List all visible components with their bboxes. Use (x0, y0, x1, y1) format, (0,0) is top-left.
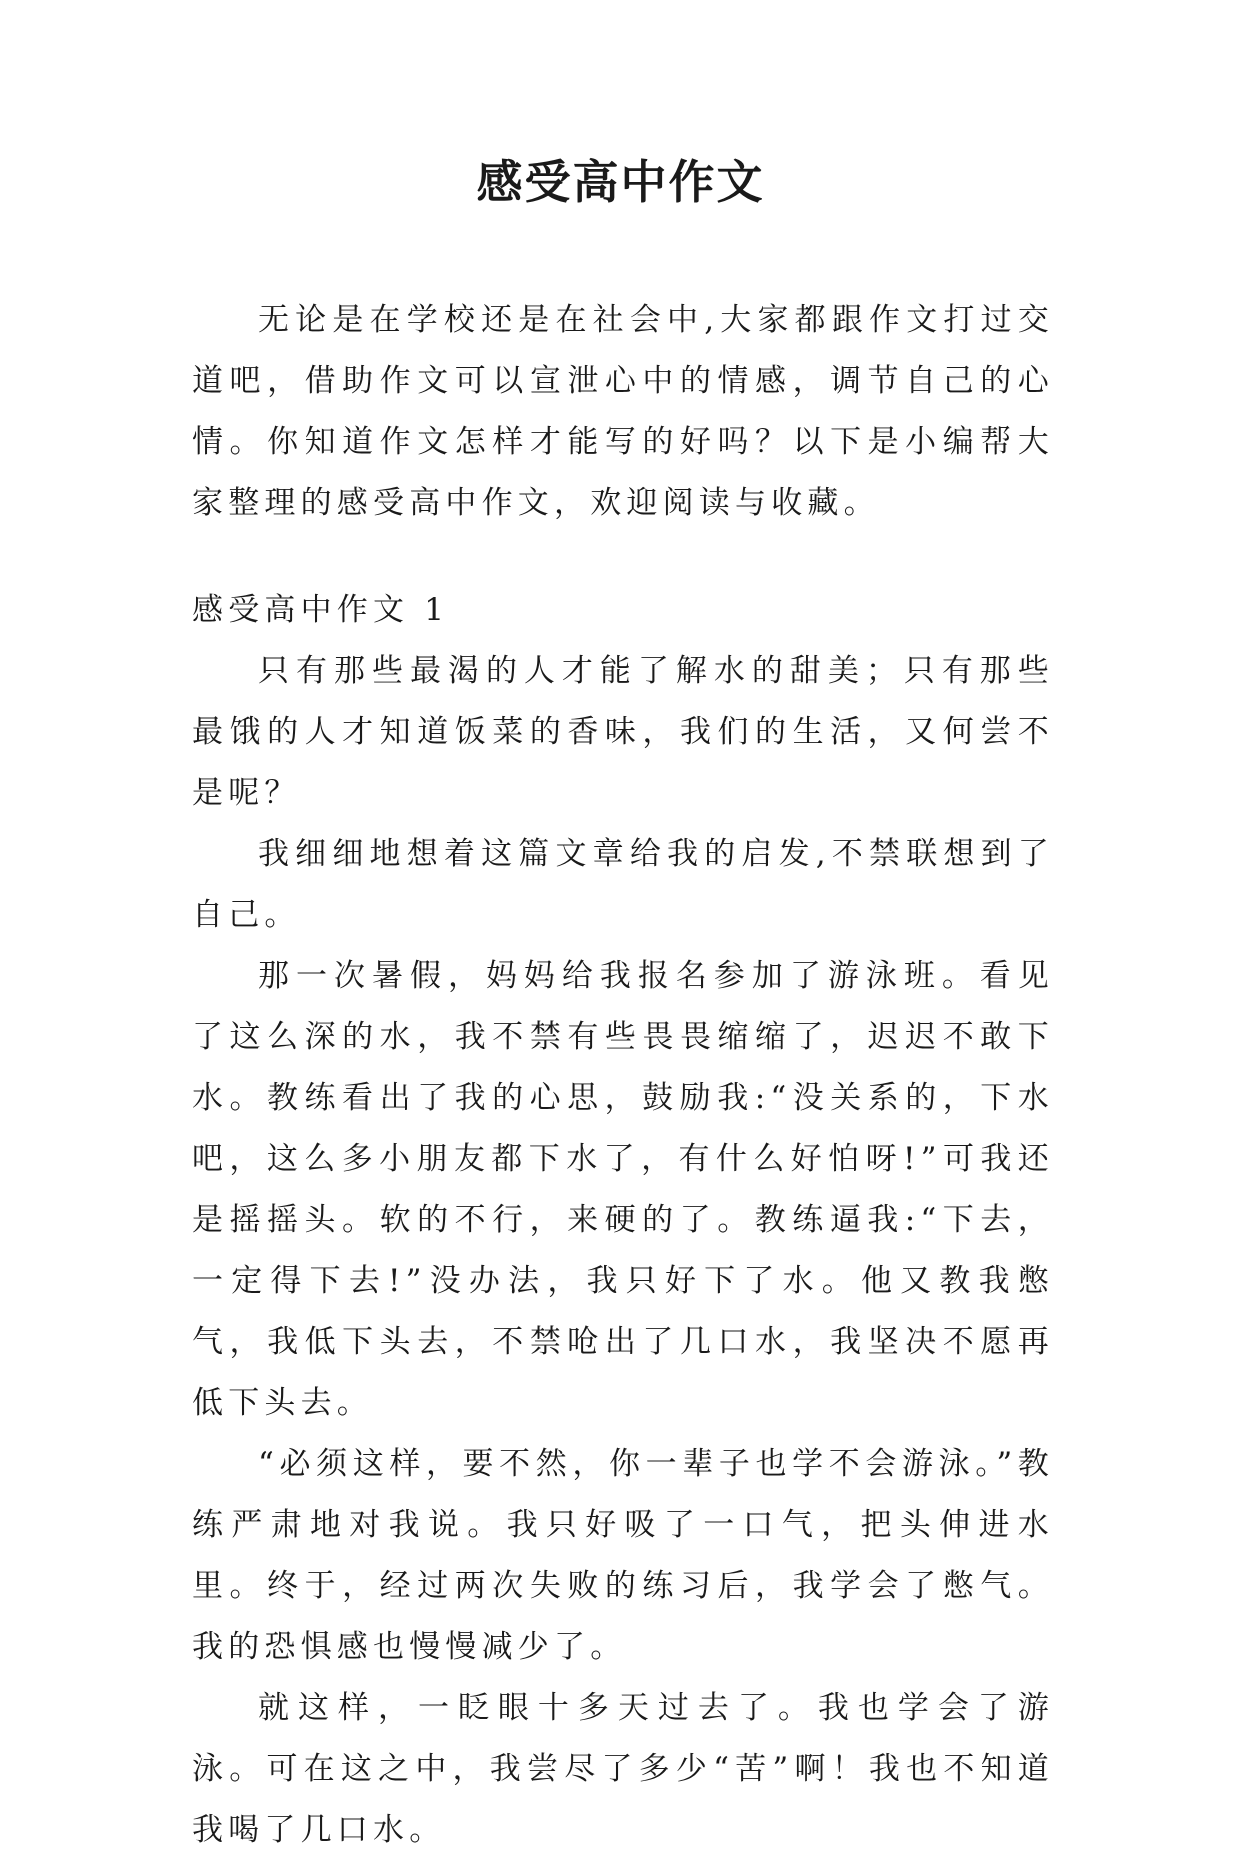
essay-paragraph: 就这样，一眨眼十多天过去了。我也学会了游泳。可在这之中，我尝尽了多少“苦”啊！我也不知道我喝了几口水。 (192, 1690, 1054, 1848)
section-heading: 感受高中作文 1 (192, 592, 450, 628)
document-title: 感受高中作文 (476, 155, 765, 209)
intro-block (192, 290, 1054, 534)
essay-paragraph: 只有那些最渴的人才能了解水的甜美；只有那些最饿的人才知道饭菜的香味，我们的生活，又何尝不是呢？ (192, 653, 1054, 811)
essay-paragraph: 那一次暑假，妈妈给我报名参加了游泳班。看见了这么深的水，我不禁有些畏畏缩缩了，迟迟不敢下水。教练看出了我的心思，鼓励我:“没关系的，下水吧，这么多小朋友都下水了，有什么好怕呀!”可我还是摇摇头。软的不行，来硬的了。教练逼我:“下去，一定得下去!”没办法，我只好下了水。他又教我憋气，我低下头去，不禁呛出了几口水，我坚决不愿再低下头去。 (192, 958, 1054, 1421)
essay-paragraph: “必须这样，要不然，你一辈子也学不会游泳。”教练严肃地对我说。我只好吸了一口气，把头伸进水里。终于，经过两次失败的练习后，我学会了憋气。我的恐惧感也慢慢减少了。 (192, 1446, 1054, 1665)
essay-section (192, 580, 1054, 1861)
intro-paragraph: 无论是在学校还是在社会中,大家都跟作文打过交道吧，借助作文可以宣泄心中的情感，调节自己的心情。你知道作文怎样才能写的好吗？以下是小编帮大家整理的感受高中作文，欢迎阅读与收藏。 (192, 302, 1054, 521)
essay-paragraph: 我细细地想着这篇文章给我的启发,不禁联想到了自己。 (192, 836, 1054, 933)
